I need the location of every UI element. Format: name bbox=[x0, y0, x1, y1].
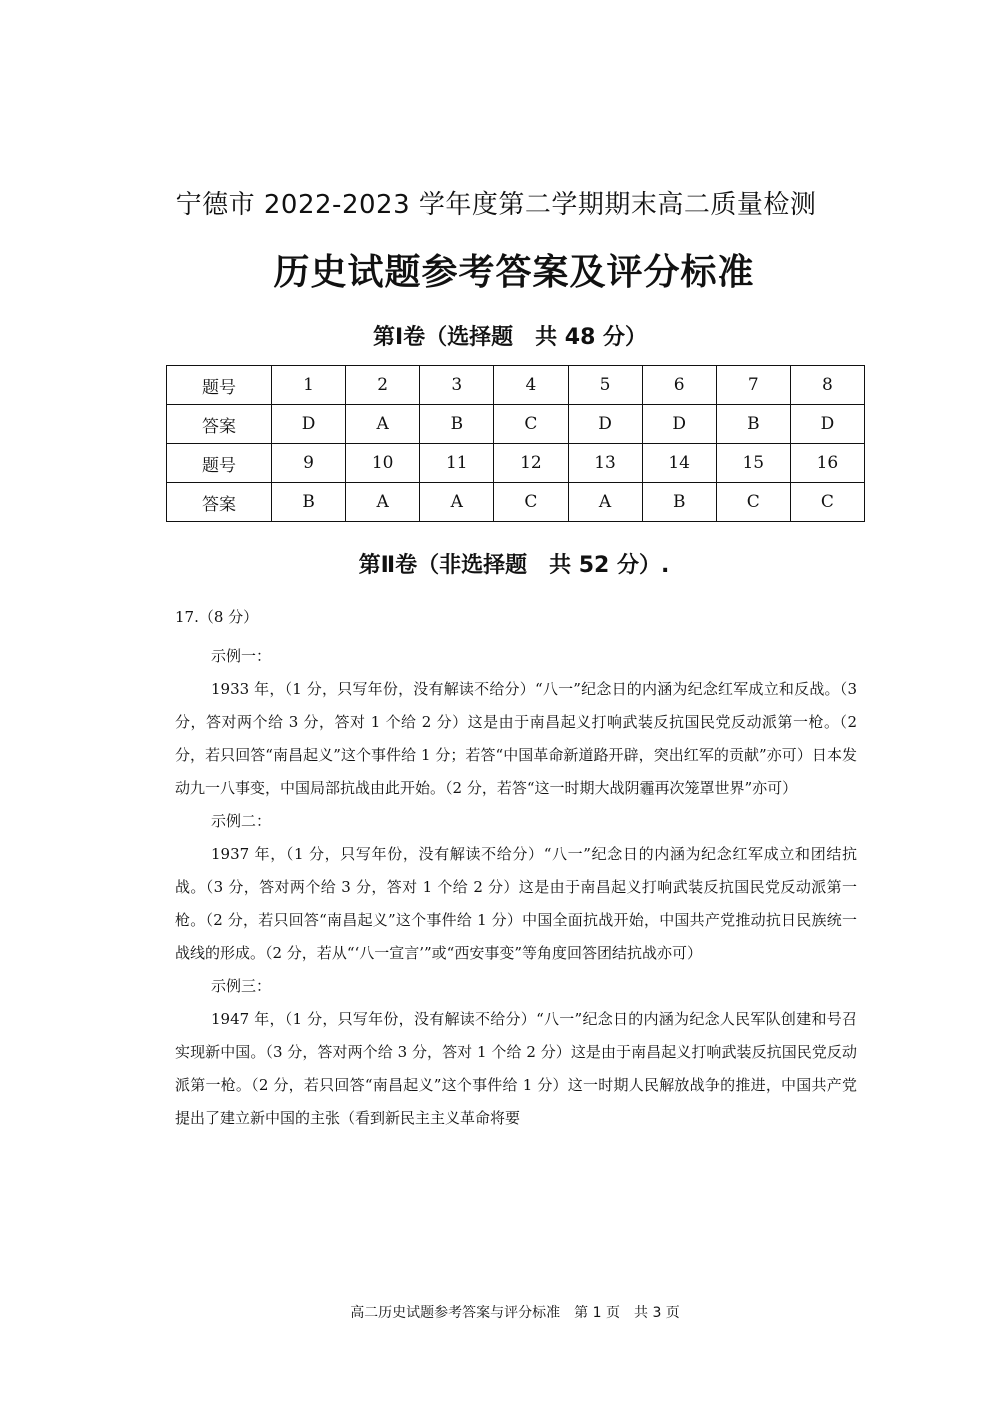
table-cell: C bbox=[494, 483, 568, 522]
table-cell: B bbox=[420, 405, 494, 444]
table-cell: A bbox=[346, 483, 420, 522]
table-cell: 10 bbox=[346, 444, 420, 483]
title-line-1: 宁德市 2022-2023 学年度第二学期期末高二质量检测 bbox=[175, 190, 817, 220]
table-cell: A bbox=[346, 405, 420, 444]
table-cell: B bbox=[642, 483, 716, 522]
table-cell: 3 bbox=[420, 366, 494, 405]
table-cell: 11 bbox=[420, 444, 494, 483]
table-cell: C bbox=[790, 483, 864, 522]
table-cell: 1 bbox=[272, 366, 346, 405]
table-cell: 9 bbox=[272, 444, 346, 483]
table-row bbox=[167, 366, 865, 405]
table-cell: A bbox=[420, 483, 494, 522]
example-2-label: 示例二： bbox=[211, 812, 272, 830]
section-2-title: 第Ⅱ卷（非选择题 共 52 分）. bbox=[358, 553, 670, 578]
example-3-label: 示例三： bbox=[211, 977, 272, 995]
table-cell: 13 bbox=[568, 444, 642, 483]
table-row bbox=[167, 483, 865, 522]
row-label: 题号 bbox=[167, 444, 272, 483]
example-3-text: 1947 年，（1 分，只写年份，没有解读不给分）“八一”纪念日的内涵为纪念人民军队创建和号召实现新中国。（3 分，答对两个给 3 分，答对 1 个给 2 分）这是由于南昌起义打响武装反抗国民党反动派第一枪。（2 分，若只回答“南昌起义”这个事件给 1 分）这一时期人民解放战争的推进，中国共产党提出了建立新中国的主张（看到新民主主义革命将要 bbox=[175, 1010, 857, 1127]
table-cell: C bbox=[716, 483, 790, 522]
section-1-title: 第Ⅰ卷（选择题 共 48 分） bbox=[372, 325, 648, 350]
row-label: 题号 bbox=[167, 366, 272, 405]
table-cell: 6 bbox=[642, 366, 716, 405]
table-cell: C bbox=[494, 405, 568, 444]
table-cell: 15 bbox=[716, 444, 790, 483]
table-cell: 2 bbox=[346, 366, 420, 405]
document-title: 历史试题参考答案及评分标准 bbox=[273, 252, 755, 293]
row-label: 答案 bbox=[167, 483, 272, 522]
table-row bbox=[167, 405, 865, 444]
question-17-answer bbox=[175, 640, 857, 1135]
row-label: 答案 bbox=[167, 405, 272, 444]
table-cell: D bbox=[568, 405, 642, 444]
table-cell: D bbox=[790, 405, 864, 444]
answer-table bbox=[166, 365, 865, 522]
table-cell: 7 bbox=[716, 366, 790, 405]
table-cell: B bbox=[716, 405, 790, 444]
table-cell: 14 bbox=[642, 444, 716, 483]
example-1-text: 1933 年，（1 分，只写年份，没有解读不给分）“八一”纪念日的内涵为纪念红军成立和反战。（3 分，答对两个给 3 分，答对 1 个给 2 分）这是由于南昌起义打响武装反抗国民党反动派第一枪。（2 分，若只回答“南昌起义”这个事件给 1 分；若答“中国革命新道路开辟，突出红军的贡献”亦可）日本发动九一八事变，中国局部抗战由此开始。（2 分，若答“这一时期大战阴霾再次笼罩世界”亦可） bbox=[175, 680, 857, 797]
table-cell: D bbox=[272, 405, 346, 444]
example-2-text: 1937 年，（1 分，只写年份，没有解读不给分）“八一”纪念日的内涵为纪念红军成立和团结抗战。（3 分，答对两个给 3 分，答对 1 个给 2 分）这是由于南昌起义打响武装反抗国民党反动派第一枪。（2 分，若只回答“南昌起义”这个事件给 1 分）中国全面抗战开始，中国共产党推动抗日民族统一战线的形成。（2 分，若从“‘八一宣言’”或“西安事变”等角度回答团结抗战亦可） bbox=[175, 845, 857, 962]
table-cell: 12 bbox=[494, 444, 568, 483]
table-cell: 16 bbox=[790, 444, 864, 483]
table-cell: D bbox=[642, 405, 716, 444]
example-1-label: 示例一： bbox=[211, 647, 272, 665]
table-cell: 8 bbox=[790, 366, 864, 405]
table-row bbox=[167, 444, 865, 483]
table-cell: 4 bbox=[494, 366, 568, 405]
page-footer: 高二历史试题参考答案与评分标准 第 1 页 共 3 页 bbox=[350, 1305, 680, 1321]
table-cell: A bbox=[568, 483, 642, 522]
question-17-number: 17.（8 分） bbox=[175, 608, 259, 626]
table-cell: 5 bbox=[568, 366, 642, 405]
table-cell: B bbox=[272, 483, 346, 522]
